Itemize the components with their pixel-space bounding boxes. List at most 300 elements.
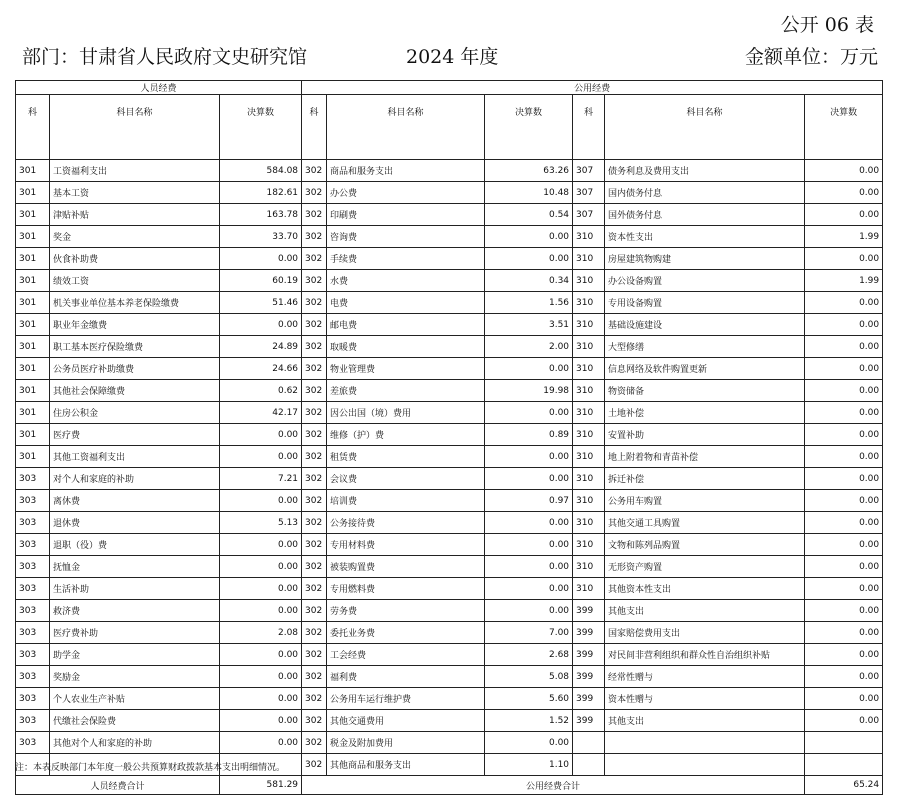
cell-amount-2: 0.00 [485,358,573,380]
cell-name-2: 邮电费 [327,314,485,336]
cell-amount-3: 1.99 [805,270,883,292]
cell-name-1: 工资福利支出 [50,160,220,182]
cell-name-2: 税金及附加费用 [327,732,485,754]
cell-name-3: 办公设备购置 [605,270,805,292]
cell-amount-3: 1.99 [805,226,883,248]
cell-amount-3: 0.00 [805,468,883,490]
cell-code-1: 303 [16,534,50,556]
cell-code-3: 307 [573,160,605,182]
table-row [16,424,883,446]
table-row [16,666,883,688]
cell-code-1: 301 [16,292,50,314]
cell-code-1: 301 [16,204,50,226]
cell-code-3 [573,754,605,776]
cell-amount-2: 0.00 [485,512,573,534]
table-row [16,182,883,204]
cell-code-3: 310 [573,512,605,534]
total-row [16,776,883,795]
cell-name-1: 职业年金缴费 [50,314,220,336]
cell-name-3: 信息网络及软件购置更新 [605,358,805,380]
cell-amount-2: 7.00 [485,622,573,644]
cell-amount-1: 0.00 [220,424,302,446]
cell-code-2: 302 [302,204,327,226]
cell-name-1: 其他对个人和家庭的补助 [50,732,220,754]
cell-amount-2: 0.00 [485,732,573,754]
cell-amount-3: 0.00 [805,490,883,512]
cell-amount-2: 0.00 [485,600,573,622]
cell-name-2: 物业管理费 [327,358,485,380]
cell-code-1: 303 [16,688,50,710]
cell-name-2: 福利费 [327,666,485,688]
cell-amount-2: 0.00 [485,468,573,490]
cell-code-2: 302 [302,314,327,336]
cell-name-3 [605,732,805,754]
cell-name-3: 房屋建筑物购建 [605,248,805,270]
cell-amount-2: 2.68 [485,644,573,666]
cell-amount-1: 0.00 [220,534,302,556]
cell-amount-2: 0.34 [485,270,573,292]
cell-code-2: 302 [302,666,327,688]
cell-code-2: 302 [302,732,327,754]
column-header-row [16,95,883,160]
cell-code-3: 310 [573,424,605,446]
cell-code-2: 302 [302,424,327,446]
cell-code-2: 302 [302,754,327,776]
cell-amount-3: 0.00 [805,402,883,424]
cell-code-1: 303 [16,710,50,732]
col-code-3: 科 [573,95,605,160]
cell-code-3: 310 [573,578,605,600]
cell-amount-1: 0.00 [220,578,302,600]
cell-name-3: 安置补助 [605,424,805,446]
cell-code-2: 302 [302,688,327,710]
cell-name-2: 委托业务费 [327,622,485,644]
cell-code-1: 303 [16,468,50,490]
table-row [16,732,883,754]
cell-code-3: 307 [573,204,605,226]
table-row [16,380,883,402]
cell-code-2: 302 [302,226,327,248]
cell-code-3: 399 [573,600,605,622]
report-header [22,42,878,70]
cell-code-2: 302 [302,270,327,292]
cell-name-2: 手续费 [327,248,485,270]
cell-name-1: 津贴补贴 [50,204,220,226]
cell-code-3: 310 [573,358,605,380]
cell-code-2: 302 [302,248,327,270]
expenditure-table [15,80,883,795]
year-label: 2024 年度 [406,46,499,68]
cell-code-2: 302 [302,468,327,490]
table-row [16,314,883,336]
cell-code-3: 399 [573,710,605,732]
cell-code-2: 302 [302,556,327,578]
cell-code-2: 302 [302,600,327,622]
total-public-value: 65.24 [805,776,883,795]
cell-amount-2: 0.54 [485,204,573,226]
unit-label: 金额单位：万元 [744,46,878,68]
cell-amount-2: 2.00 [485,336,573,358]
col-amount-2: 决算数 [485,95,573,160]
cell-name-1: 奖金 [50,226,220,248]
cell-name-3: 经常性赠与 [605,666,805,688]
col-amount-1: 决算数 [220,95,302,160]
cell-code-1: 303 [16,512,50,534]
cell-name-2: 其他商品和服务支出 [327,754,485,776]
cell-amount-1: 584.08 [220,160,302,182]
cell-code-2: 302 [302,534,327,556]
cell-amount-1: 51.46 [220,292,302,314]
cell-name-1: 对个人和家庭的补助 [50,468,220,490]
cell-name-3: 其他交通工具购置 [605,512,805,534]
cell-code-1: 303 [16,490,50,512]
cell-name-3: 公务用车购置 [605,490,805,512]
footnote: 注：本表反映部门本年度一般公共预算财政拨款基本支出明细情况。 [15,763,286,773]
cell-amount-3: 0.00 [805,380,883,402]
cell-name-3: 物资储备 [605,380,805,402]
cell-name-2: 专用材料费 [327,534,485,556]
cell-amount-1: 0.00 [220,314,302,336]
cell-amount-2: 0.89 [485,424,573,446]
cell-code-1: 303 [16,556,50,578]
cell-amount-2: 0.00 [485,556,573,578]
cell-code-3: 310 [573,248,605,270]
cell-name-2: 会议费 [327,468,485,490]
cell-name-3: 国内债务付息 [605,182,805,204]
cell-code-3: 307 [573,182,605,204]
cell-name-3: 拆迁补偿 [605,468,805,490]
cell-code-1: 301 [16,270,50,292]
cell-name-1: 绩效工资 [50,270,220,292]
cell-amount-1: 163.78 [220,204,302,226]
table-row [16,270,883,292]
cell-name-2: 劳务费 [327,600,485,622]
cell-amount-3: 0.00 [805,248,883,270]
cell-name-3: 无形资产购置 [605,556,805,578]
cell-name-1: 奖励金 [50,666,220,688]
cell-amount-2: 3.51 [485,314,573,336]
cell-name-1: 离休费 [50,490,220,512]
table-row [16,688,883,710]
table-row [16,468,883,490]
table-row [16,336,883,358]
cell-name-3: 其他支出 [605,710,805,732]
cell-name-3: 债务利息及费用支出 [605,160,805,182]
cell-amount-3: 0.00 [805,314,883,336]
cell-name-2: 取暖费 [327,336,485,358]
cell-amount-3: 0.00 [805,424,883,446]
cell-name-3: 土地补偿 [605,402,805,424]
cell-code-1: 303 [16,666,50,688]
cell-name-1: 基本工资 [50,182,220,204]
table-row [16,622,883,644]
cell-name-2: 工会经费 [327,644,485,666]
table-row [16,578,883,600]
total-personnel-label: 人员经费合计 [16,776,220,795]
cell-code-1: 301 [16,402,50,424]
cell-amount-1: 182.61 [220,182,302,204]
cell-code-1: 301 [16,380,50,402]
cell-name-1: 代缴社会保险费 [50,710,220,732]
table-row [16,512,883,534]
col-amount-3: 决算数 [805,95,883,160]
table-row [16,292,883,314]
table-row [16,644,883,666]
group-public: 公用经费 [302,81,883,95]
cell-code-3: 310 [573,446,605,468]
cell-code-2: 302 [302,446,327,468]
cell-code-1: 303 [16,600,50,622]
col-code-1: 科 [16,95,50,160]
cell-amount-2: 1.52 [485,710,573,732]
cell-amount-2: 10.48 [485,182,573,204]
cell-code-3: 310 [573,226,605,248]
cell-amount-3: 0.00 [805,160,883,182]
cell-amount-2: 0.00 [485,248,573,270]
cell-amount-2: 0.00 [485,402,573,424]
cell-name-3: 资本性支出 [605,226,805,248]
cell-code-2: 302 [302,160,327,182]
cell-name-3: 文物和陈列品购置 [605,534,805,556]
table-row [16,402,883,424]
cell-name-3: 国外债务付息 [605,204,805,226]
cell-name-2: 培训费 [327,490,485,512]
cell-amount-3: 0.00 [805,204,883,226]
cell-code-1: 301 [16,182,50,204]
cell-name-2: 电费 [327,292,485,314]
cell-name-1: 公务员医疗补助缴费 [50,358,220,380]
cell-code-1: 301 [16,336,50,358]
department-label: 部门：甘肃省人民政府文史研究馆 [22,46,308,68]
document-code: 公开 06 表 [780,14,874,36]
cell-code-1: 301 [16,424,50,446]
cell-amount-1: 0.00 [220,248,302,270]
cell-name-3: 其他资本性支出 [605,578,805,600]
group-header-row [16,81,883,95]
cell-amount-1: 0.00 [220,688,302,710]
cell-name-2: 水费 [327,270,485,292]
cell-code-1: 301 [16,314,50,336]
cell-name-3: 基础设施建设 [605,314,805,336]
cell-name-3: 对民间非营利组织和群众性自治组织补贴 [605,644,805,666]
cell-amount-3 [805,732,883,754]
cell-name-3: 国家赔偿费用支出 [605,622,805,644]
cell-code-2: 302 [302,710,327,732]
cell-code-2: 302 [302,336,327,358]
cell-name-2: 因公出国（境）费用 [327,402,485,424]
cell-amount-3: 0.00 [805,600,883,622]
cell-amount-1: 0.00 [220,556,302,578]
cell-code-3: 399 [573,666,605,688]
cell-amount-2: 1.10 [485,754,573,776]
cell-name-1: 其他工资福利支出 [50,446,220,468]
cell-name-1: 伙食补助费 [50,248,220,270]
cell-name-2: 咨询费 [327,226,485,248]
col-name-1: 科目名称 [50,95,220,160]
cell-code-2: 302 [302,182,327,204]
cell-amount-1: 60.19 [220,270,302,292]
cell-name-2: 商品和服务支出 [327,160,485,182]
cell-name-3: 地上附着物和青苗补偿 [605,446,805,468]
cell-amount-2: 0.00 [485,534,573,556]
cell-name-3: 资本性赠与 [605,688,805,710]
col-code-2: 科 [302,95,327,160]
cell-amount-1: 0.00 [220,644,302,666]
cell-code-2: 302 [302,358,327,380]
cell-amount-2: 0.00 [485,578,573,600]
cell-name-2: 办公费 [327,182,485,204]
total-personnel-value: 581.29 [220,776,302,795]
cell-code-3: 310 [573,314,605,336]
cell-amount-2: 19.98 [485,380,573,402]
cell-code-3: 310 [573,380,605,402]
cell-amount-1: 0.00 [220,710,302,732]
cell-name-1: 机关事业单位基本养老保险缴费 [50,292,220,314]
cell-name-1: 退职（役）费 [50,534,220,556]
cell-amount-1: 0.00 [220,490,302,512]
cell-amount-1: 0.00 [220,600,302,622]
cell-amount-3: 0.00 [805,358,883,380]
cell-amount-3: 0.00 [805,556,883,578]
cell-code-3: 399 [573,644,605,666]
cell-code-1: 303 [16,732,50,754]
cell-code-3: 399 [573,622,605,644]
cell-amount-3: 0.00 [805,666,883,688]
cell-amount-2: 0.97 [485,490,573,512]
cell-amount-2: 63.26 [485,160,573,182]
cell-name-1: 住房公积金 [50,402,220,424]
cell-amount-3: 0.00 [805,710,883,732]
cell-amount-2: 0.00 [485,226,573,248]
table-row [16,490,883,512]
cell-code-2: 302 [302,402,327,424]
cell-amount-1: 33.70 [220,226,302,248]
group-personnel: 人员经费 [16,81,302,95]
cell-amount-1: 0.00 [220,446,302,468]
cell-amount-3: 0.00 [805,182,883,204]
cell-name-2: 其他交通费用 [327,710,485,732]
cell-name-1: 医疗费 [50,424,220,446]
cell-amount-3: 0.00 [805,292,883,314]
cell-name-3 [605,754,805,776]
cell-name-2: 差旅费 [327,380,485,402]
cell-amount-3: 0.00 [805,622,883,644]
cell-code-3: 310 [573,402,605,424]
table-row [16,226,883,248]
cell-amount-1: 0.00 [220,732,302,754]
cell-name-2: 公务用车运行维护费 [327,688,485,710]
cell-code-1: 301 [16,446,50,468]
cell-name-1: 生活补助 [50,578,220,600]
cell-amount-3: 0.00 [805,688,883,710]
cell-amount-1: 24.66 [220,358,302,380]
table-row [16,248,883,270]
cell-name-1: 职工基本医疗保险缴费 [50,336,220,358]
cell-code-1: 303 [16,644,50,666]
table-row [16,710,883,732]
cell-amount-3: 0.00 [805,578,883,600]
total-public-label: 公用经费合计 [302,776,805,795]
cell-amount-2: 0.00 [485,446,573,468]
table-row [16,160,883,182]
cell-name-2: 印刷费 [327,204,485,226]
cell-name-1: 助学金 [50,644,220,666]
cell-amount-1: 0.62 [220,380,302,402]
table-row [16,556,883,578]
col-name-3: 科目名称 [605,95,805,160]
cell-amount-1: 2.08 [220,622,302,644]
col-name-2: 科目名称 [327,95,485,160]
cell-name-3: 大型修缮 [605,336,805,358]
cell-amount-3 [805,754,883,776]
cell-code-2: 302 [302,622,327,644]
table-row [16,204,883,226]
cell-code-3: 310 [573,468,605,490]
cell-name-2: 公务接待费 [327,512,485,534]
table-row [16,534,883,556]
cell-name-2: 被装购置费 [327,556,485,578]
cell-amount-1: 24.89 [220,336,302,358]
cell-amount-3: 0.00 [805,446,883,468]
cell-amount-2: 1.56 [485,292,573,314]
cell-code-1: 301 [16,226,50,248]
cell-code-2: 302 [302,292,327,314]
cell-code-3: 310 [573,534,605,556]
cell-code-3 [573,732,605,754]
cell-amount-3: 0.00 [805,512,883,534]
cell-name-1: 医疗费补助 [50,622,220,644]
cell-name-3: 其他支出 [605,600,805,622]
cell-code-2: 302 [302,490,327,512]
cell-code-1: 303 [16,622,50,644]
cell-amount-2: 5.08 [485,666,573,688]
cell-name-1: 救济费 [50,600,220,622]
cell-name-2: 维修（护）费 [327,424,485,446]
table-row [16,600,883,622]
cell-amount-3: 0.00 [805,644,883,666]
cell-code-3: 310 [573,270,605,292]
cell-amount-1: 42.17 [220,402,302,424]
cell-code-3: 310 [573,292,605,314]
cell-code-1: 301 [16,248,50,270]
cell-code-3: 310 [573,556,605,578]
cell-amount-2: 5.60 [485,688,573,710]
cell-code-2: 302 [302,512,327,534]
cell-code-2: 302 [302,578,327,600]
cell-name-2: 租赁费 [327,446,485,468]
cell-name-2: 专用燃料费 [327,578,485,600]
cell-code-2: 302 [302,380,327,402]
cell-amount-1: 7.21 [220,468,302,490]
cell-code-1: 301 [16,358,50,380]
cell-name-1: 抚恤金 [50,556,220,578]
cell-code-1: 301 [16,160,50,182]
cell-name-1: 个人农业生产补贴 [50,688,220,710]
cell-amount-1: 0.00 [220,666,302,688]
cell-code-2: 302 [302,644,327,666]
cell-amount-3: 0.00 [805,336,883,358]
cell-name-3: 专用设备购置 [605,292,805,314]
cell-name-1: 其他社会保障缴费 [50,380,220,402]
table-row [16,446,883,468]
cell-code-3: 310 [573,490,605,512]
cell-code-1: 303 [16,578,50,600]
cell-amount-1: 5.13 [220,512,302,534]
cell-code-3: 310 [573,336,605,358]
cell-name-1: 退休费 [50,512,220,534]
cell-code-3: 399 [573,688,605,710]
table-row [16,358,883,380]
